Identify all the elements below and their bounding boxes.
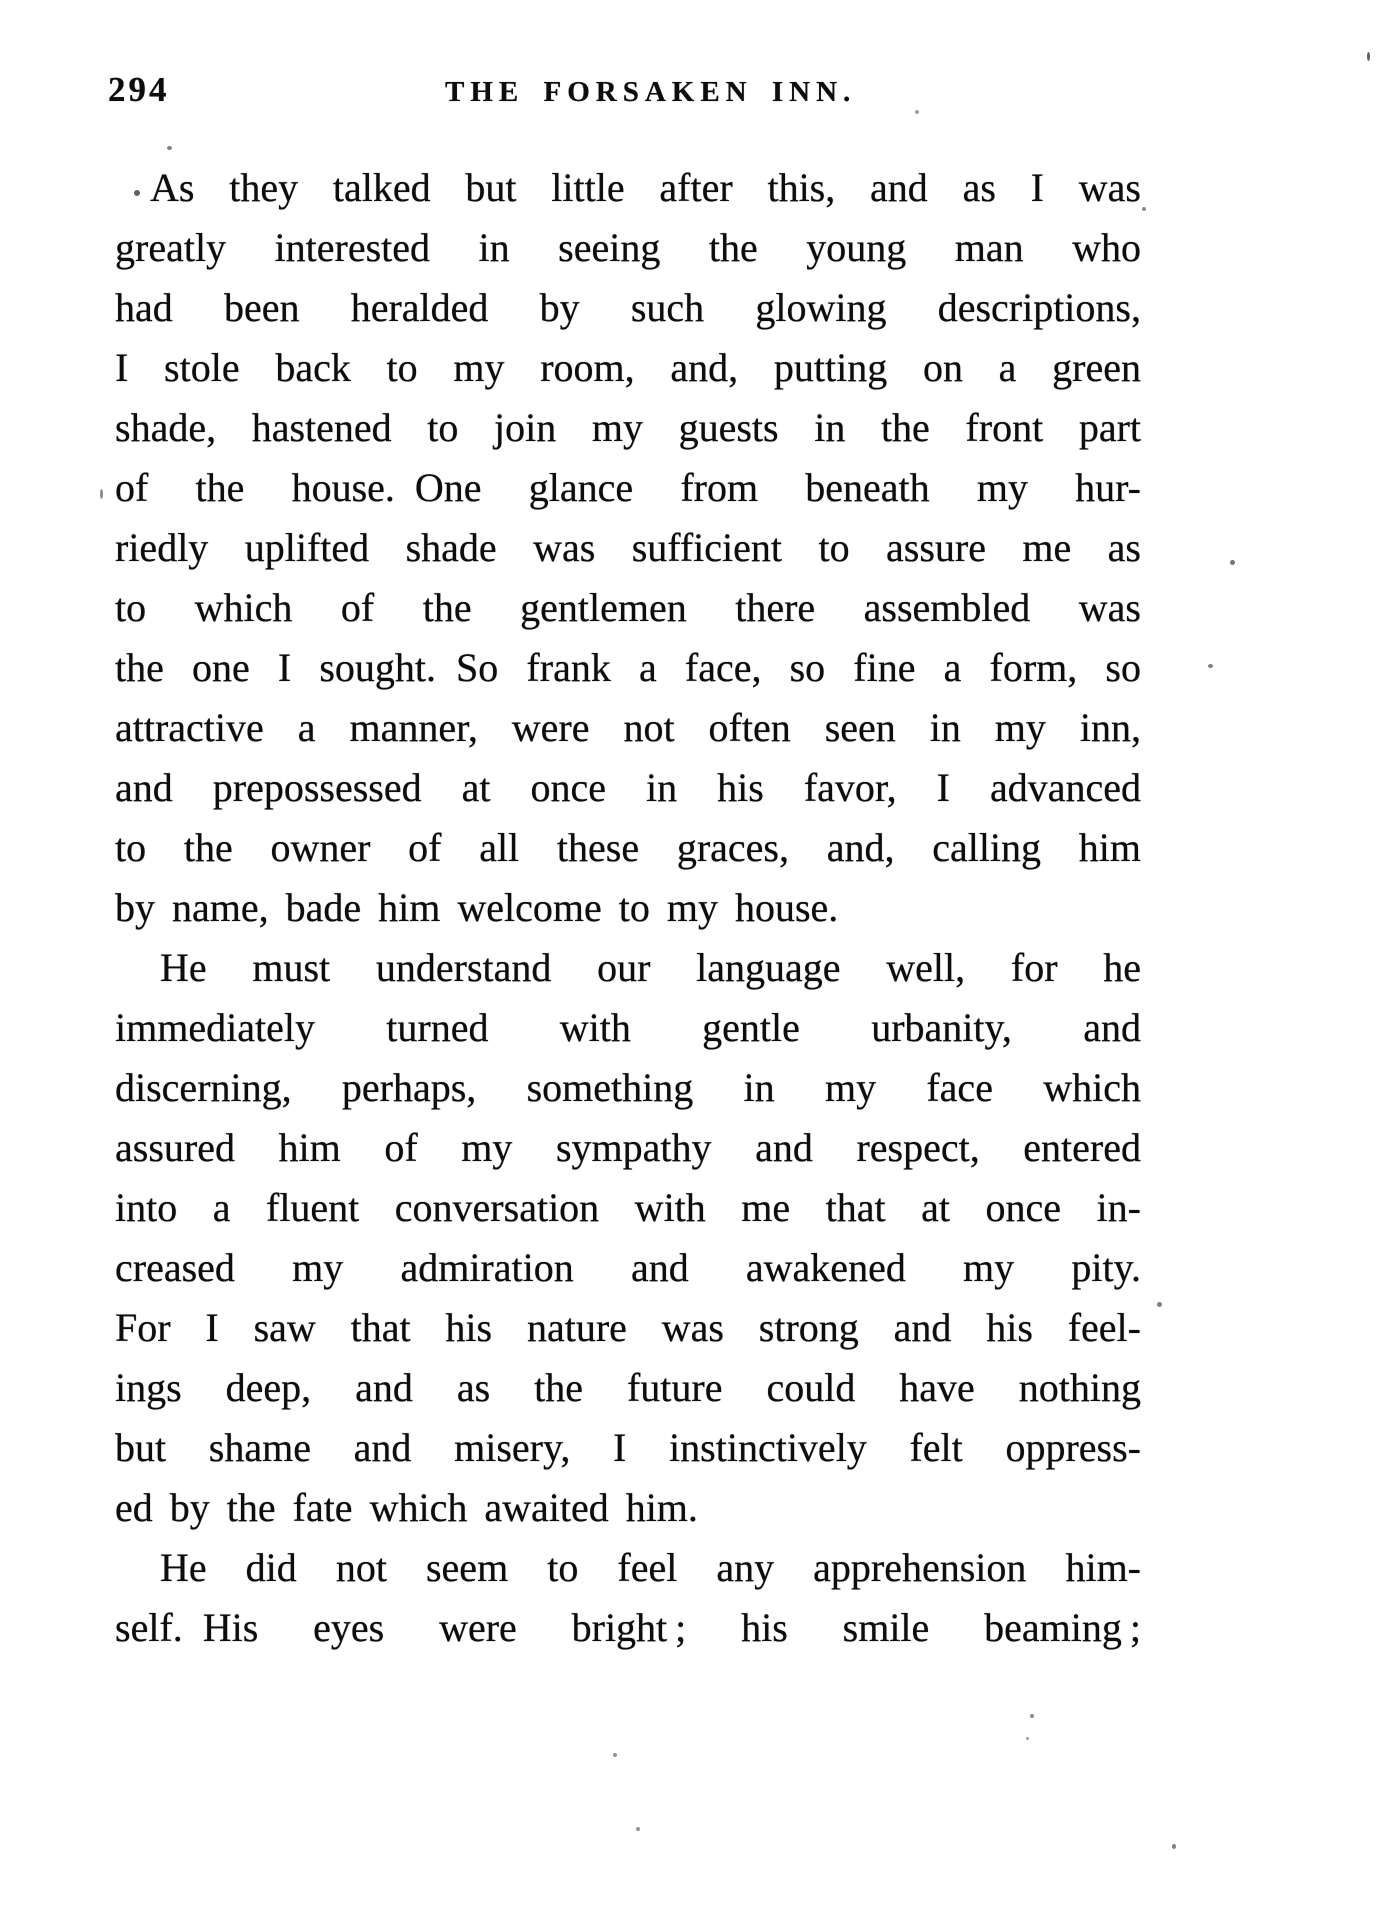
scan-speck [1026, 1737, 1029, 1740]
scan-speck [636, 1827, 640, 1831]
text-line: self. His eyes were bright ; his smile beaming ; [115, 1605, 1141, 1650]
scan-speck [1142, 207, 1146, 211]
scan-speck [915, 110, 919, 114]
text-line: had been heralded by such glowing descriptions, [115, 285, 1141, 330]
scan-speck [613, 1753, 617, 1757]
scan-speck [134, 190, 140, 196]
text-line: and prepossessed at once in his favor, I advanced [115, 765, 1141, 810]
text-line: I stole back to my room, and, putting on a green [115, 345, 1141, 390]
text-line: the one I sought. So frank a face, so fine a form, so [115, 645, 1141, 690]
text-line: to the owner of all these graces, and, calling him [115, 825, 1141, 870]
text-line: He must understand our language well, for he [160, 945, 1141, 990]
text-line: but shame and misery, I instinctively felt oppress- [115, 1425, 1141, 1470]
text-line: shade, hastened to join my guests in the front part [115, 405, 1141, 450]
scan-speck [1208, 664, 1213, 668]
text-line: creased my admiration and awakened my pity. [115, 1245, 1141, 1290]
text-line: of the house. One glance from beneath my hur- [115, 465, 1141, 510]
text-line: discerning, perhaps, something in my face which [115, 1065, 1141, 1110]
text-line: immediately turned with gentle urbanity, and [115, 1005, 1141, 1050]
text-line: assured him of my sympathy and respect, entered [115, 1125, 1141, 1170]
text-line: into a fluent conversation with me that at once in- [115, 1185, 1141, 1230]
text-line: to which of the gentlemen there assembled was [115, 585, 1141, 630]
text-line: ings deep, and as the future could have nothing [115, 1365, 1141, 1410]
scan-speck [1367, 52, 1370, 61]
text-line: As they talked but little after this, and as I was [150, 165, 1141, 210]
page-number: 294 [108, 70, 170, 109]
text-line: greatly interested in seeing the young man who [115, 225, 1141, 270]
text-line: ed by the fate which awaited him. [115, 1485, 698, 1530]
scan-speck [100, 489, 103, 499]
scan-speck [1157, 1302, 1162, 1307]
text-line: riedly uplifted shade was sufficient to assure me as [115, 525, 1141, 570]
text-line: attractive a manner, were not often seen in my inn, [115, 705, 1141, 750]
scan-speck [1030, 1714, 1034, 1718]
running-title: THE FORSAKEN INN. [445, 76, 857, 108]
page-body-text [115, 158, 1141, 1658]
text-line: by name, bade him welcome to my house. [115, 885, 839, 930]
text-line: For I saw that his nature was strong and his feel- [115, 1305, 1141, 1350]
scan-speck [1230, 560, 1235, 565]
scan-speck [167, 146, 172, 150]
scan-speck [1172, 1844, 1176, 1849]
text-line: He did not seem to feel any apprehension him- [160, 1545, 1141, 1590]
